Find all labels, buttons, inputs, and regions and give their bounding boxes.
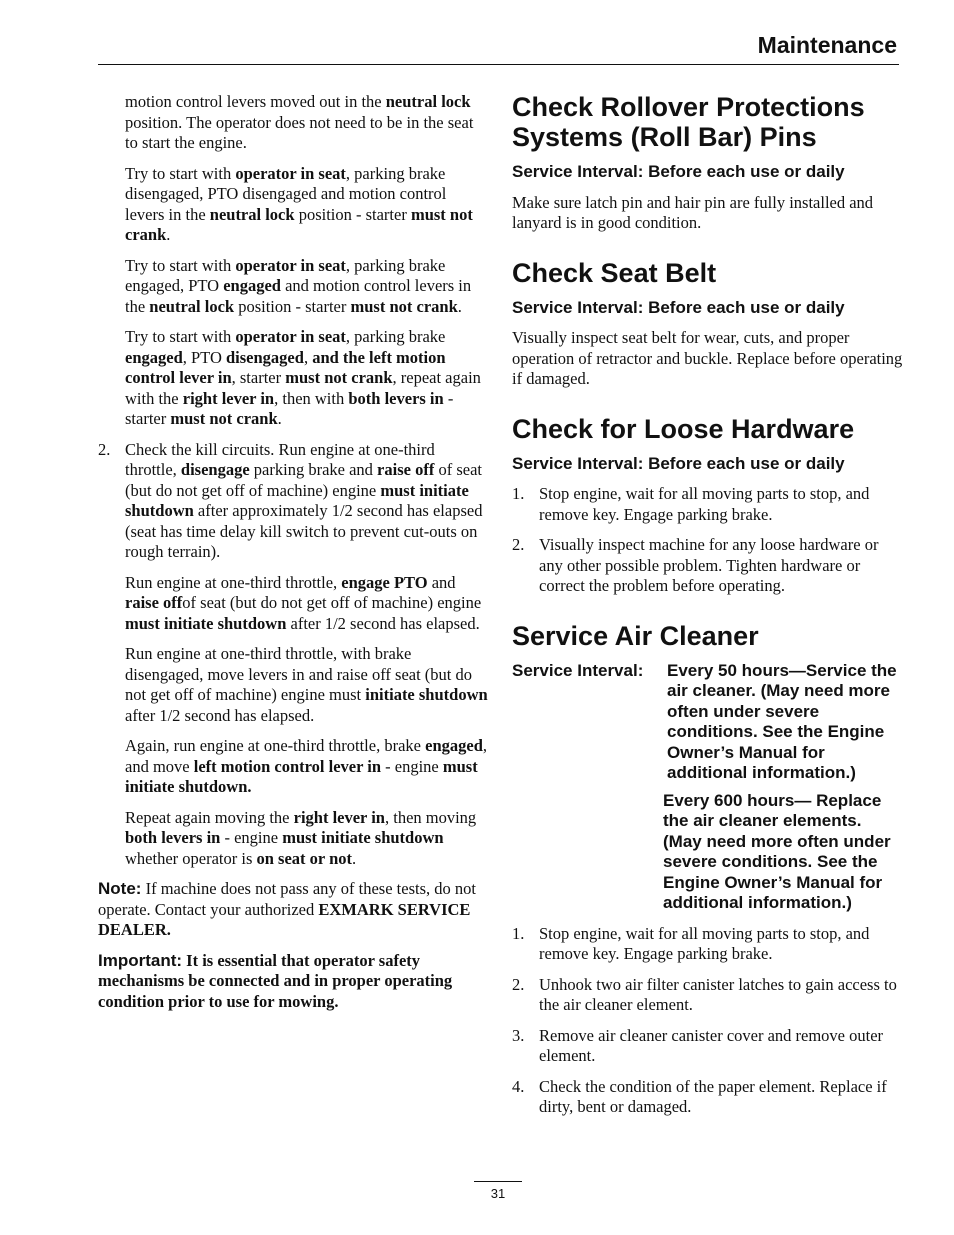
page-number: 31 [490,1186,506,1201]
list-item: 2. Check the kill circuits. Run engine at one-third throttle, disengage parking brake and raise off of seat (but do not get off of machine) engine must initiate shutdown after approximately 1/2 second has elapsed (seat has time delay kill switch to prevent cut-outs on rough terrain). [98,439,483,561]
heading-rops: Check Rollover Protections Systems (Roll Bar) Pins [512,92,865,152]
right-column [512,92,904,1128]
footer-divider [474,1181,522,1182]
service-interval-air-cleaner: Service Interval: Every 50 hours—Service the air cleaner. (May need more often under severe conditions. See the Engine Owner’s Manual for additional information.) [512,660,897,782]
paragraph-kill-2: Run engine at one-third throttle, engage PTO and raise offof seat (but do not get off of machine) engine must initiate shutdown after 1/2 second has elapsed. [125,572,482,633]
service-interval-seat-belt: Service Interval: Before each use or daily [512,297,845,317]
paragraph-continuation: motion control levers moved out in the neutral lock position. The operator does not need to be in the seat to start the engine. [125,92,474,152]
list-item: 2. Unhook two air filter canister latches to gain access to the air cleaner element. [512,974,897,1014]
important-paragraph: Important: It is essential that operator safety mechanisms be connected and in proper operating condition prior to use for mowing. [98,950,453,1011]
service-interval-hardware: Service Interval: Before each use or daily [512,453,845,473]
heading-air-cleaner: Service Air Cleaner [512,620,759,651]
list-item: 4. Check the condition of the paper element. Replace if dirty, bent or damaged. [512,1076,887,1116]
paragraph-seat-belt: Visually inspect seat belt for wear, cuts, and proper operation of retractor and buckle. Replace before operating if damaged. [512,328,903,388]
note-label: Note: [98,879,142,898]
note-paragraph: Note: If machine does not pass any of these tests, do not operate. Contact your authorized EXMARK SERVICE DEALER. [98,879,476,939]
header-divider [98,64,899,65]
paragraph-test-2: Try to start with operator in seat, parking brake engaged, PTO engaged and motion control levers in the neutral lock position - starter must not crank. [125,255,472,316]
paragraph-kill-5: Repeat again moving the right lever in, then moving both levers in - engine must initiate shutdown whether operator is on seat or not. [125,807,477,868]
heading-loose-hardware: Check for Loose Hardware [512,413,855,444]
heading-seat-belt: Check Seat Belt [512,257,717,288]
paragraph-test-1: Try to start with operator in seat, parking brake disengaged, PTO disengaged and motion control levers in the neutral lock position - starter must not crank. [125,163,473,244]
list-item: 2. Visually inspect machine for any loose hardware or any other possible problem. Tighten hardware or correct the problem before operating. [512,535,879,595]
list-item: 1. Stop engine, wait for all moving parts to stop, and remove key. Engage parking brake. [512,923,870,963]
service-interval-air-cleaner-600: Every 600 hours— Replace the air cleaner elements. (May need more often under severe conditions. See the Engine Owner’s Manual for additional information.) [663,790,891,912]
paragraph-test-3: Try to start with operator in seat, parking brake engaged, PTO disengaged, and the left motion control lever in, starter must not crank, repeat again with the right lever in, then with both levers in - starter must not crank. [125,327,481,428]
paragraph-kill-3: Run engine at one-third throttle, with brake disengaged, move levers in and raise off seat (but do not get off of machine) engine must initiate shutdown after 1/2 second has elapsed. [125,644,488,725]
important-label: Important: [98,950,183,970]
list-item: 1. Stop engine, wait for all moving parts to stop, and remove key. Engage parking brake. [512,484,870,524]
paragraph-kill-4: Again, run engine at one-third throttle, brake engaged, and move left motion control lever in - engine must initiate shutdown. [125,736,487,796]
section-header: Maintenance [757,32,897,58]
paragraph-rops: Make sure latch pin and hair pin are fully installed and lanyard is in good condition. [512,192,874,232]
left-column [98,92,488,1022]
service-interval-rops: Service Interval: Before each use or daily [512,162,845,181]
list-item: 3. Remove air cleaner canister cover and remove outer element. [512,1025,884,1065]
